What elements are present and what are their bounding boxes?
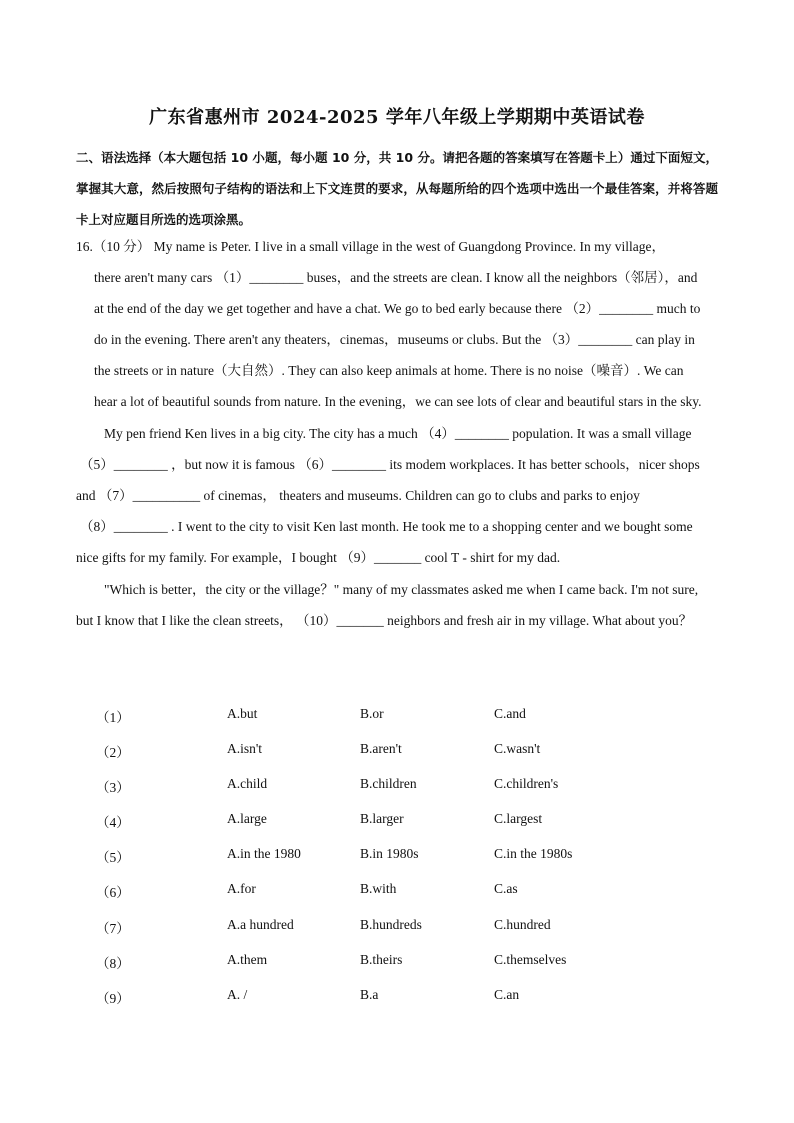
option-b: B.children (360, 776, 417, 791)
option-a: A.them (227, 952, 268, 967)
option-a: A.large (227, 811, 267, 826)
option-row (0, 846, 794, 866)
option-a: A.a hundred (227, 917, 294, 932)
question-number: （1） (96, 710, 130, 725)
question-number: （8） (96, 956, 130, 971)
passage-line: 16.（10 分） My name is Peter. I live in a small village in the west of Guangdong Province. In my village， (76, 239, 666, 254)
option-c: C.an (494, 987, 520, 1002)
option-c: C.and (494, 706, 526, 721)
option-a: A.for (227, 881, 256, 896)
option-b: B.with (360, 881, 397, 896)
option-row (0, 952, 794, 972)
option-b: B.hundreds (360, 917, 422, 932)
option-row (0, 741, 794, 761)
option-row (0, 811, 794, 831)
passage-line: do in the evening. There aren't any theaters，cinemas，museums or clubs. But the （3）________ can play in (94, 332, 695, 347)
option-b: B.or (360, 706, 384, 721)
question-number: （4） (96, 815, 130, 830)
option-row (0, 881, 794, 901)
option-c: C.hundred (494, 917, 551, 932)
option-b: B.aren't (360, 741, 402, 756)
option-c: C.themselves (494, 952, 567, 967)
question-number: （3） (96, 780, 130, 795)
option-a: A.in the 1980 (227, 846, 301, 861)
option-a: A.child (227, 776, 268, 791)
passage-line: there aren't many cars （1）________ buses，and the streets are clean. I know all the neighbors（邻居），and (94, 270, 698, 285)
passage-line: （5）________ ，but now it is famous （6）________ its modem workplaces. It has better schools，nicer shops (80, 457, 700, 472)
option-c: C.as (494, 881, 518, 896)
option-a: A.but (227, 706, 258, 721)
option-b: B.a (360, 987, 379, 1002)
passage-line: at the end of the day we get together and have a chat. We go to bed early because there （2）________ much to (94, 301, 701, 316)
passage-line: hear a lot of beautiful sounds from nature. In the evening，we can see lots of clear and beautiful stars in the sky. (94, 394, 702, 409)
exam-title: 广东省惠州市 2024-2025 学年八年级上学期期中英语试卷 (149, 107, 645, 128)
option-row (0, 776, 794, 796)
option-a: A.isn't (227, 741, 263, 756)
passage-line: "Which is better，the city or the village？" many of my classmates asked me when I came back. I'm not sure, (104, 582, 699, 597)
option-c: C.children's (494, 776, 559, 791)
passage-line: and （7）__________ of cinemas， theaters and museums. Children can go to clubs and parks to enjoy (76, 488, 640, 503)
option-b: B.theirs (360, 952, 403, 967)
question-number: （7） (96, 921, 130, 936)
option-row (0, 987, 794, 1007)
option-row (0, 706, 794, 726)
question-number: （2） (96, 745, 130, 760)
option-c: C.in the 1980s (494, 846, 573, 861)
option-b: B.in 1980s (360, 846, 419, 861)
option-c: C.largest (494, 811, 543, 826)
question-number: （5） (96, 850, 130, 865)
section-instructions: 二、语法选择（本大题包括 10 小题，每小题 10 分，共 10 分。请把各题的答案填写在答题卡上）通过下面短文，掌握其大意，然后按照句子结构的语法和上下文连贯的要求，从每题所给的四个选项中选出一个最佳答案，并将答题卡上对应题目所选的选项涂黑。 (76, 150, 718, 227)
option-row (0, 917, 794, 937)
passage-line: My pen friend Ken lives in a big city. The city has a much （4）________ population. It was a small village (104, 426, 692, 441)
option-c: C.wasn't (494, 741, 541, 756)
question-number: （9） (96, 991, 130, 1006)
question-number: （6） (96, 885, 130, 900)
passage-line: nice gifts for my family. For example，I bought （9）_______ cool T - shirt for my dad. (76, 550, 561, 565)
option-a: A. / (227, 987, 248, 1002)
option-b: B.larger (360, 811, 404, 826)
passage-line: but I know that I like the clean streets， （10）_______ neighbors and fresh air in my village. What about you？ (76, 613, 693, 628)
passage-line: （8）________ . I went to the city to visit Ken last month. He took me to a shopping center and we bought some (80, 519, 693, 534)
passage-line: the streets or in nature（大自然）. They can also keep animals at home. There is no noise（噪音）. We can (94, 363, 684, 378)
